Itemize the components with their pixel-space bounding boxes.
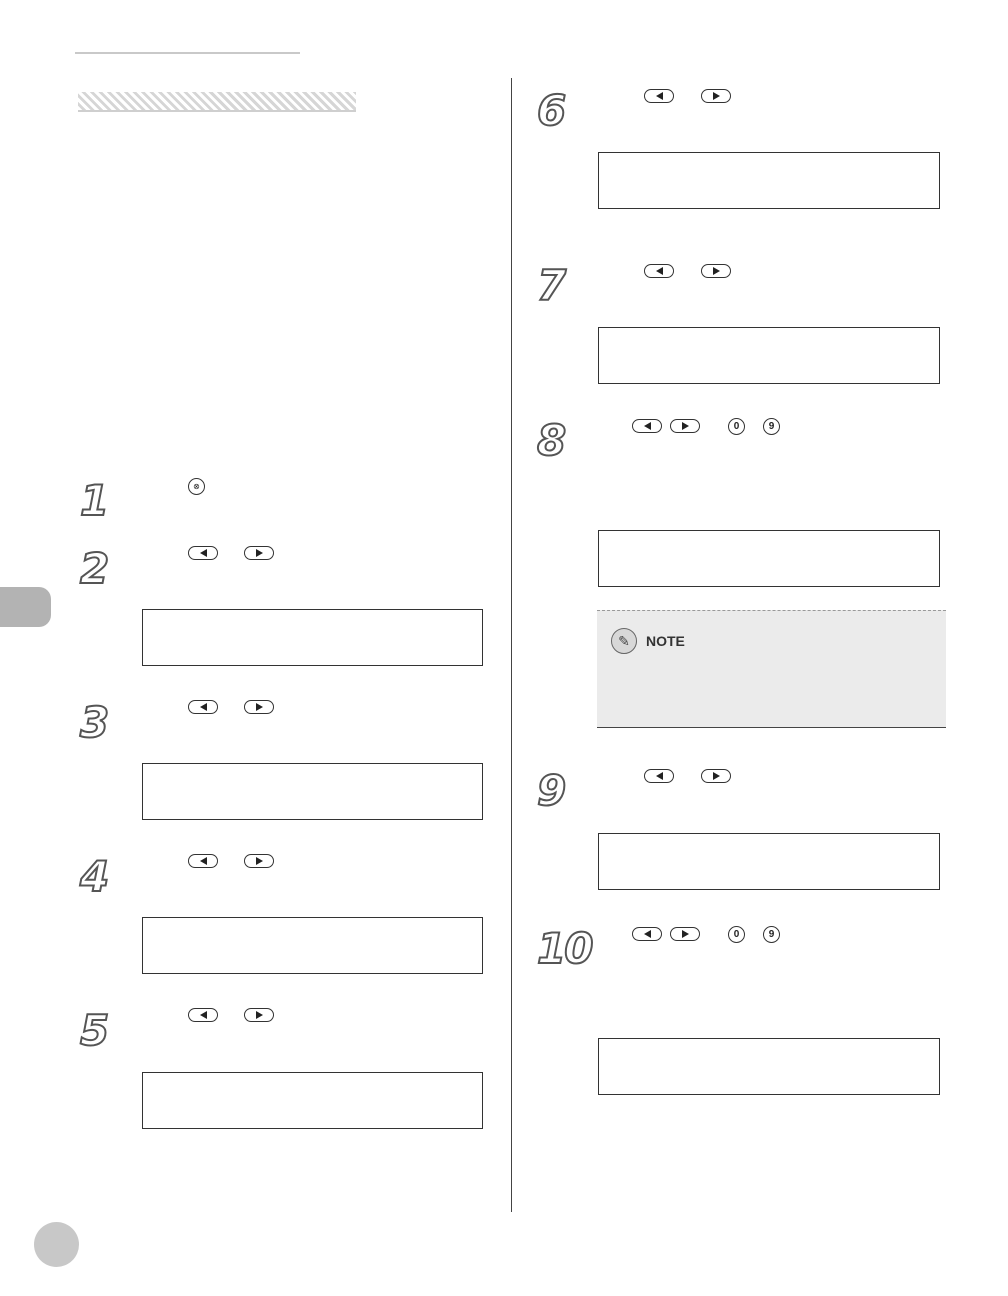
step-number: 2 — [80, 544, 108, 593]
nine-key-icon: 9 — [763, 926, 780, 943]
step-number: 4 — [80, 852, 108, 901]
right-arrow-key-icon — [701, 769, 731, 783]
lcd-display — [598, 530, 940, 587]
right-arrow-key-icon — [244, 700, 274, 714]
lcd-display — [598, 152, 940, 209]
nine-key-icon: 9 — [763, 418, 780, 435]
note-label: NOTE — [646, 633, 685, 649]
section-title-bar — [78, 92, 356, 112]
step-number: 8 — [537, 416, 565, 465]
left-arrow-key-icon — [188, 700, 218, 714]
lcd-display — [142, 763, 483, 820]
step-number: 1 — [80, 476, 108, 525]
header-rule — [75, 52, 300, 54]
zero-key-icon: 0 — [728, 926, 745, 943]
pencil-icon: ✎ — [611, 628, 637, 654]
left-arrow-key-icon — [644, 89, 674, 103]
left-arrow-key-icon — [188, 1008, 218, 1022]
left-arrow-key-icon — [644, 769, 674, 783]
zero-key-icon: 0 — [728, 418, 745, 435]
right-arrow-key-icon — [701, 89, 731, 103]
left-arrow-key-icon — [644, 264, 674, 278]
right-arrow-key-icon — [670, 419, 700, 433]
left-arrow-key-icon — [632, 927, 662, 941]
step-number: 9 — [537, 766, 565, 815]
step-number: 10 — [537, 924, 592, 973]
step-number: 7 — [537, 261, 565, 310]
chapter-tab — [0, 587, 51, 627]
left-arrow-key-icon — [188, 854, 218, 868]
lcd-display — [598, 327, 940, 384]
lcd-display — [598, 833, 940, 890]
column-divider — [511, 78, 512, 1212]
menu-key-icon: ⊗ — [188, 478, 205, 495]
step-number: 5 — [80, 1006, 108, 1055]
lcd-display — [598, 1038, 940, 1095]
left-arrow-key-icon — [188, 546, 218, 560]
lcd-display — [142, 1072, 483, 1129]
lcd-display — [142, 609, 483, 666]
step-number: 3 — [80, 698, 108, 747]
right-arrow-key-icon — [244, 854, 274, 868]
lcd-display — [142, 917, 483, 974]
right-arrow-key-icon — [244, 1008, 274, 1022]
right-arrow-key-icon — [701, 264, 731, 278]
step-number: 6 — [537, 86, 565, 135]
note-box — [597, 610, 946, 728]
page-number-marker — [34, 1222, 79, 1267]
right-arrow-key-icon — [670, 927, 700, 941]
right-arrow-key-icon — [244, 546, 274, 560]
left-arrow-key-icon — [632, 419, 662, 433]
